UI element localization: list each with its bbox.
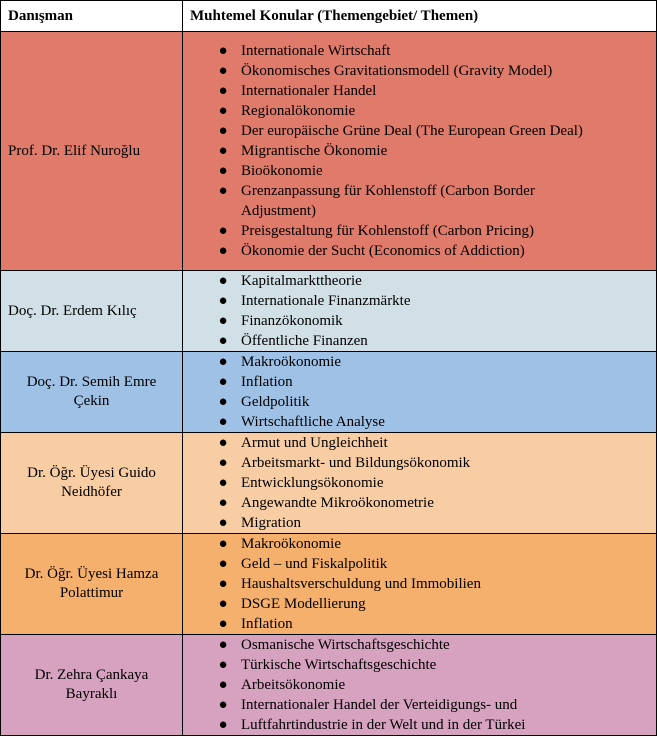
bullet-icon: ● [218, 536, 228, 552]
list-item [183, 614, 656, 634]
topic-text: Geld – und Fiskalpolitik [241, 556, 388, 572]
list-item [183, 695, 656, 715]
bullet-icon: ● [218, 293, 228, 309]
bullet-icon: ● [218, 273, 228, 289]
topic-list [183, 271, 656, 351]
topics-cell [183, 352, 657, 433]
bullet-icon: ● [218, 103, 228, 119]
bullet-icon: ● [218, 495, 228, 511]
topic-text: Öffentliche Finanzen [241, 333, 368, 349]
bullet-icon: ● [218, 596, 228, 612]
bullet-icon: ● [218, 697, 228, 713]
topic-text: Internationale Wirtschaft [241, 43, 391, 59]
table-row [1, 32, 657, 271]
topic-text: Regionalökonomie [241, 103, 356, 119]
header-advisor: Danışman [1, 1, 183, 32]
list-item [183, 574, 656, 594]
topic-text: Armut und Ungleichheit [241, 435, 388, 451]
advisor-name-line2: Bayraklı [65, 686, 118, 702]
topic-text: Ökonomisches Gravitationsmodell (Gravity Model) [241, 63, 553, 79]
topic-text: Wirtschaftliche Analyse [241, 414, 385, 430]
list-item [183, 141, 656, 161]
bullet-icon: ● [218, 313, 228, 329]
advisor-name-line1: Dr. Öğr. Üyesi Guido [27, 465, 156, 481]
bullet-icon: ● [218, 717, 228, 733]
list-item [183, 534, 656, 554]
list-item [183, 453, 656, 473]
list-item [183, 473, 656, 493]
list-item [183, 181, 656, 201]
bullet-icon: ● [218, 43, 228, 59]
topic-text: Makroökonomie [241, 536, 341, 552]
advisor-name-line2: Neidhöfer [61, 484, 122, 500]
list-item [183, 61, 656, 81]
topic-list [183, 433, 656, 533]
topics-cell [183, 635, 657, 736]
list-item [183, 433, 656, 453]
topic-text: Internationaler Handel der Verteidigungs- und [241, 697, 518, 713]
bullet-icon: ● [218, 333, 228, 349]
list-item-continuation [183, 201, 656, 221]
advisor-name [1, 534, 183, 635]
list-item [183, 655, 656, 675]
bullet-icon: ● [218, 83, 228, 99]
topic-text: Finanzökonomik [241, 313, 343, 329]
advisor-name [1, 635, 183, 736]
topic-text: Arbeitsmarkt- und Bildungsökonomik [241, 455, 471, 471]
topics-cell [183, 534, 657, 635]
topic-text: Geldpolitik [241, 394, 310, 410]
bullet-icon: ● [218, 223, 228, 239]
bullet-icon: ● [218, 475, 228, 491]
list-item [183, 412, 656, 432]
advisor-name-line1: Dr. Zehra Çankaya [34, 667, 149, 683]
list-item [183, 594, 656, 614]
topic-text: Der europäische Grüne Deal (The European Green Deal) [241, 123, 583, 139]
bullet-icon: ● [218, 374, 228, 390]
bullet-icon: ● [218, 657, 228, 673]
bullet-icon: ● [218, 163, 228, 179]
topic-text: Grenzanpassung für Kohlenstoff (Carbon Border [241, 183, 535, 199]
bullet-icon: ● [218, 354, 228, 370]
bullet-icon: ● [218, 243, 228, 259]
topic-text: Migration [241, 515, 301, 531]
list-item [183, 221, 656, 241]
table-row [1, 635, 657, 736]
list-item [183, 493, 656, 513]
bullet-icon: ● [218, 556, 228, 572]
list-item [183, 161, 656, 181]
topics-cell [183, 433, 657, 534]
topics-cell [183, 271, 657, 352]
topic-text: Entwicklungsökonomie [241, 475, 384, 491]
topics-cell [183, 32, 657, 271]
list-item [183, 372, 656, 392]
topic-text: Osmanische Wirtschaftsgeschichte [241, 637, 450, 653]
topic-text: Kapitalmarkttheorie [241, 273, 362, 289]
list-item [183, 41, 656, 61]
topic-text: Migrantische Ökonomie [241, 143, 388, 159]
bullet-icon: ● [218, 183, 228, 199]
bullet-icon: ● [218, 455, 228, 471]
list-item [183, 311, 656, 331]
topic-text: Ökonomie der Sucht (Economics of Addiction) [241, 243, 525, 259]
topic-text: Bioökonomie [241, 163, 323, 179]
list-item [183, 715, 656, 735]
bullet-icon: ● [218, 143, 228, 159]
bullet-icon: ● [218, 414, 228, 430]
list-item [183, 513, 656, 533]
topic-text: Preisgestaltung für Kohlenstoff (Carbon Pricing) [241, 223, 535, 239]
list-item [183, 241, 656, 261]
list-item [183, 352, 656, 372]
bullet-icon: ● [218, 677, 228, 693]
list-item [183, 101, 656, 121]
topic-text: Inflation [241, 374, 293, 390]
list-item [183, 331, 656, 351]
list-item [183, 291, 656, 311]
list-item [183, 635, 656, 655]
topic-text: Makroökonomie [241, 354, 341, 370]
advisor-name-line2: Polattimur [59, 585, 124, 601]
topic-text: Luftfahrtindustrie in der Welt und in der Türkei [241, 717, 526, 733]
topic-text: Haushaltsverschuldung und Immobilien [241, 576, 481, 592]
bullet-icon: ● [218, 637, 228, 653]
header-row [1, 1, 657, 32]
list-item [183, 121, 656, 141]
header-topics: Muhtemel Konular (Themengebiet/ Themen) [183, 1, 657, 32]
advisor-name [1, 433, 183, 534]
topic-list [183, 352, 656, 432]
topic-text: Türkische Wirtschaftsgeschichte [241, 657, 437, 673]
bullet-icon: ● [218, 576, 228, 592]
list-item [183, 271, 656, 291]
bullet-icon: ● [218, 123, 228, 139]
topic-list [183, 534, 656, 634]
advisor-name-line1: Dr. Öğr. Üyesi Hamza [24, 566, 159, 582]
bullet-icon: ● [218, 63, 228, 79]
topic-text: Angewandte Mikroökonometrie [241, 495, 434, 511]
advisor-name: Doç. Dr. Erdem Kılıç [1, 271, 183, 352]
topic-text: Arbeitsökonomie [241, 677, 346, 693]
topic-list [183, 635, 656, 735]
topic-text: DSGE Modellierung [241, 596, 366, 612]
table-row [1, 433, 657, 534]
list-item [183, 675, 656, 695]
table-row [1, 534, 657, 635]
list-item [183, 392, 656, 412]
list-item [183, 554, 656, 574]
advisor-name [1, 352, 183, 433]
advisor-name-line1: Doç. Dr. Semih Emre [26, 374, 157, 390]
bullet-icon: ● [218, 515, 228, 531]
table-row [1, 271, 657, 352]
topic-list [183, 41, 656, 261]
topic-text: Internationaler Handel [241, 83, 377, 99]
topic-text: Inflation [241, 616, 293, 632]
list-item [183, 81, 656, 101]
bullet-icon: ● [218, 616, 228, 632]
topic-text: Adjustment) [241, 203, 316, 219]
advisor-name: Prof. Dr. Elif Nuroğlu [1, 32, 183, 271]
bullet-icon: ● [218, 435, 228, 451]
bullet-icon: ● [218, 394, 228, 410]
table-row [1, 352, 657, 433]
advisor-name-line2: Çekin [73, 393, 110, 409]
topic-text: Internationale Finanzmärkte [241, 293, 411, 309]
